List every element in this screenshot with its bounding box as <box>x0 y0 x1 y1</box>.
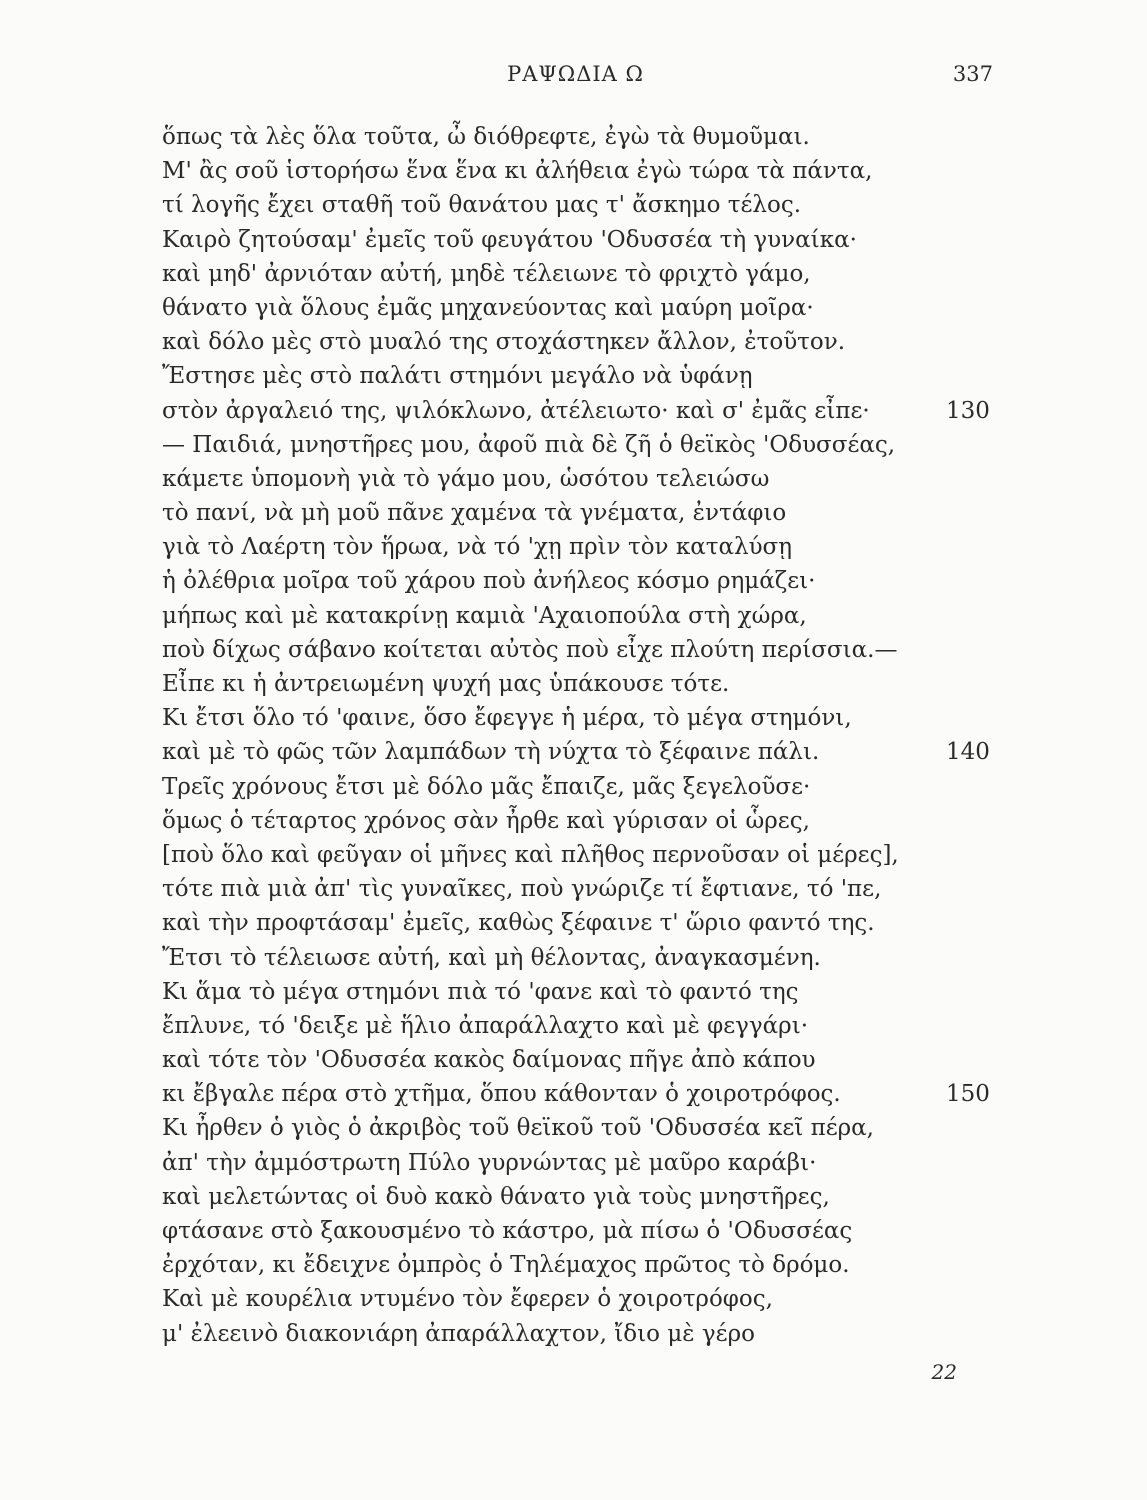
verse-text: καὶ τότε τὸν 'Οδυσσέα κακὸς δαίμονας πῆγε ἀπὸ κάπου <box>162 1047 816 1074</box>
verse-line <box>162 633 992 667</box>
verse-text: φτάσανε στὸ ξακουσμένο τὸ κάστρο, μὰ πίσω ὁ 'Οδυσσέας <box>162 1218 853 1244</box>
verse-line <box>162 838 992 872</box>
verse-text: — Παιδιά, μνηστῆρες μου, ἀφοῦ πιὰ δὲ ζῆ ὁ θεϊκὸς 'Οδυσσέας, <box>162 431 896 458</box>
verse-text: Εἶπε κι ἡ ἀντρειωμένη ψυχή μας ὑπάκουσε τότε. <box>162 671 730 697</box>
verse-text: τότε πιὰ μιὰ ἀπ' τὶς γυναῖκες, ποὺ γνώριζε τί ἔφτιανε, τό 'πε, <box>162 876 882 903</box>
verse-line <box>162 120 992 154</box>
verse-line <box>162 1282 992 1316</box>
verse-text: Κι ἦρθεν ὁ γιὸς ὁ ἀκριβὸς τοῦ θεϊκοῦ τοῦ 'Οδυσσέα κεῖ πέρα, <box>162 1115 874 1142</box>
verse-line <box>162 1180 992 1214</box>
verse-line <box>162 1146 992 1180</box>
verse-line <box>162 1043 992 1077</box>
verse-line <box>162 941 992 975</box>
verse-line <box>162 667 992 701</box>
verse-text: Τρεῖς χρόνους ἔτσι μὲ δόλο μᾶς ἔπαιζε, μᾶς ξεγελοῦσε· <box>162 773 811 800</box>
verse-line <box>162 1009 992 1043</box>
verse-text: Ἔστησε μὲς στὸ παλάτι στημόνι μεγάλο νὰ ὑφάνῃ <box>162 363 753 390</box>
verse-text: ὅμως ὁ τέταρτος χρόνος σὰν ἦρθε καὶ γύρισαν οἱ ὧρες, <box>162 807 810 834</box>
verse-line <box>162 257 992 291</box>
verse-text: καὶ μελετώντας οἱ δυὸ κακὸ θάνατο γιὰ τοὺς μνηστῆρες, <box>162 1183 830 1210</box>
verse-line <box>162 223 992 257</box>
verse-text: στὸν ἀργαλειό της, ψιλόκλωνο, ἀτέλειωτο· καὶ σ' ἐμᾶς εἶπε· <box>162 397 870 424</box>
page-header <box>158 62 993 92</box>
verse-text: καὶ δόλο μὲς στὸ μυαλό της στοχάστηκεν ἄλλον, ἐτοῦτον. <box>162 329 846 356</box>
verse-line <box>162 1077 992 1111</box>
verse-line <box>162 804 992 838</box>
verse-line <box>162 428 992 462</box>
verse-line <box>162 359 992 393</box>
verse-text: γιὰ τὸ Λαέρτη τὸν ἥρωα, νὰ τό 'χῃ πρὶν τὸν καταλύσῃ <box>162 534 793 561</box>
verse-text: μ' ἐλεεινὸ διακονιάρη ἀπαράλλαχτον, ἴδιο μὲ γέρο <box>162 1320 755 1347</box>
verse-text: Μ' ἂς σοῦ ἱστορήσω ἕνα ἕνα κι ἀλήθεια ἐγὼ τώρα τὰ πάντα, <box>162 158 873 185</box>
verse-text: Κι ἅμα τὸ μέγα στημόνι πιὰ τό 'φανε καὶ τὸ φαντό της <box>162 978 799 1005</box>
verse-line <box>162 188 992 222</box>
verse-text: καὶ μηδ' ἀρνιόταν αὐτή, μηδὲ τέλειωνε τὸ φριχτὸ γάμο, <box>162 260 811 287</box>
verse-line <box>162 154 992 188</box>
verse-line <box>162 906 992 940</box>
verse-text: τὸ πανί, νὰ μὴ μοῦ πᾶνε χαμένα τὰ γνέματα, ἐντάφιο <box>162 500 787 527</box>
verse-line <box>162 975 992 1009</box>
line-number: 150 <box>946 1081 990 1108</box>
verse-text: Ἔτσι τὸ τέλειωσε αὐτή, καὶ μὴ θέλοντας, ἀναγκασμένη. <box>162 944 821 971</box>
running-title: ΡΑΨΩΔΙΑ Ω <box>507 62 644 86</box>
verse-line <box>162 1317 992 1351</box>
verse-line <box>162 530 992 564</box>
verse-line <box>162 701 992 735</box>
verse-text: θάνατο γιὰ ὅλους ἐμᾶς μηχανεύοντας καὶ μαύρη μοῖρα· <box>162 294 814 321</box>
verse-text: ὅπως τὰ λὲς ὅλα τοῦτα, ὦ διόθρεφτε, ἐγὼ τὰ θυμοῦμαι. <box>162 124 810 150</box>
verse-text: ἀπ' τὴν ἀμμόστρωτη Πύλο γυρνώντας μὲ μαῦρο καράβι· <box>162 1149 817 1176</box>
verse-line <box>162 872 992 906</box>
verse-line <box>162 770 992 804</box>
verse-line <box>162 325 992 359</box>
verse-line <box>162 735 992 769</box>
verse-text: κάμετε ὑπομονὴ γιὰ τὸ γάμο μου, ὡσότου τελειώσω <box>162 465 770 492</box>
verse-line <box>162 1214 992 1248</box>
verse-line <box>162 291 992 325</box>
verse-line <box>162 599 992 633</box>
verse-text: τί λογῆς ἔχει σταθῆ τοῦ θανάτου μας τ' ἄσκημο τέλος. <box>162 192 802 219</box>
verse-line <box>162 564 992 598</box>
verse-text: ἐρχόταν, κι ἔδειχνε ὀμπρὸς ὁ Τηλέμαχος πρῶτος τὸ δρόμο. <box>162 1252 850 1279</box>
verse-text: καὶ τὴν προφτάσαμ' ἐμεῖς, καθὼς ξέφαινε τ' ὥριο φαντό της. <box>162 910 875 937</box>
verse-text: καὶ μὲ τὸ φῶς τῶν λαμπάδων τὴ νύχτα τὸ ξέφαινε πάλι. <box>162 739 820 766</box>
verse-text: Κι ἔτσι ὅλο τό 'φαινε, ὅσο ἔφεγγε ἡ μέρα, τὸ μέγα στημόνι, <box>162 705 852 732</box>
verse-line <box>162 496 992 530</box>
poem-text <box>162 120 992 1351</box>
verse-line <box>162 462 992 496</box>
verse-text: Καιρὸ ζητούσαμ' ἐμεῖς τοῦ φευγάτου 'Οδυσσέα τὴ γυναίκα· <box>162 226 857 253</box>
verse-text: Καὶ μὲ κουρέλια ντυμένο τὸν ἔφερεν ὁ χοιροτρόφος, <box>162 1286 773 1313</box>
verse-text: ποὺ δίχως σάβανο κοίτεται αὐτὸς ποὺ εἶχε πλούτη περίσσια.— <box>162 636 898 663</box>
signature-mark: 22 <box>931 1360 957 1384</box>
verse-text: μήπως καὶ μὲ κατακρίνῃ καμιὰ 'Αχαιοπούλα στὴ χώρα, <box>162 602 807 629</box>
verse-text: ἡ ὀλέθρια μοῖρα τοῦ χάρου ποὺ ἀνήλεος κόσμο ρημάζει· <box>162 568 816 595</box>
verse-text: κι ἔβγαλε πέρα στὸ χτῆμα, ὅπου κάθονταν ὁ χοιροτρόφος. <box>162 1081 841 1108</box>
verse-text: [ποὺ ὅλο καὶ φεῦγαν οἱ μῆνες καὶ πλῆθος περνοῦσαν οἱ μέρες], <box>162 841 899 868</box>
line-number: 140 <box>946 739 990 766</box>
verse-line <box>162 394 992 428</box>
verse-line <box>162 1111 992 1145</box>
line-number: 130 <box>946 397 990 424</box>
verse-line <box>162 1248 992 1282</box>
verse-text: ἔπλυνε, τό 'δειξε μὲ ἥλιο ἀπαράλλαχτο καὶ μὲ φεγγάρι· <box>162 1012 809 1039</box>
page-number: 337 <box>952 62 993 86</box>
